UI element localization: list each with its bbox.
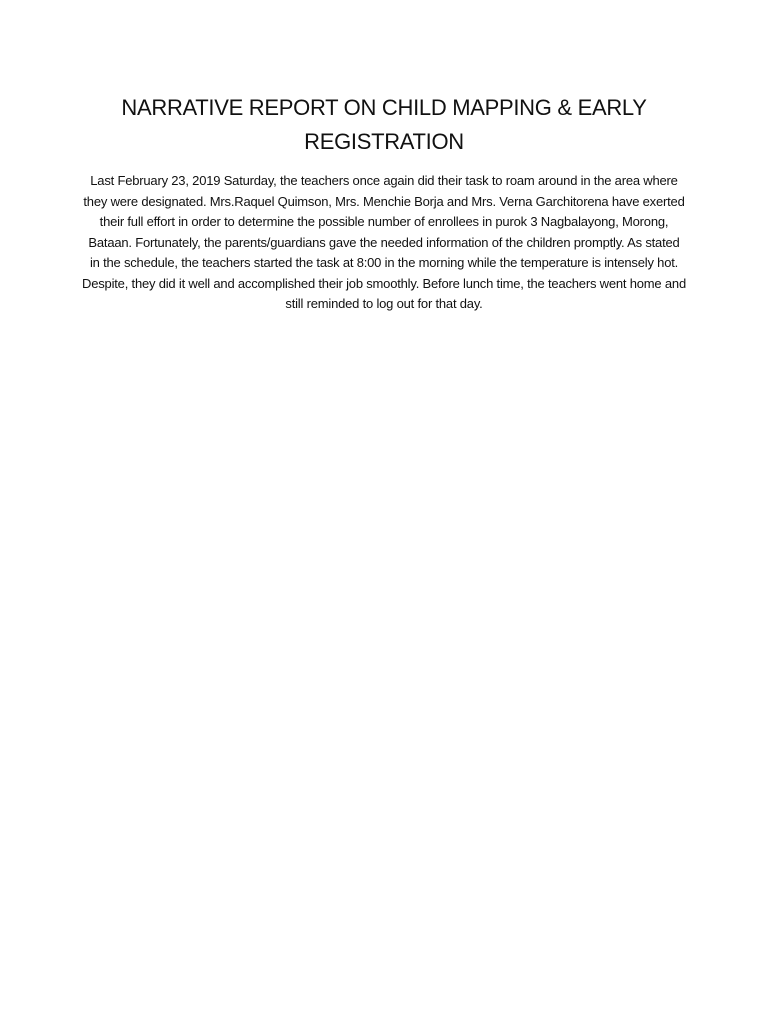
- page-title: NARRATIVE REPORT ON CHILD MAPPING & EARLY REGISTRATION: [121, 95, 647, 154]
- report-paragraph: Last February 23, 2019 Saturday, the teachers once again did their task to roam around in the area where they were designated. Mrs.Raquel Quimson, Mrs. Menchie Borja and Mrs. Verna Garchitorena have exerted their full effort in order to determine the possible number of enrollees in purok 3 Nagbalayong, Morong, Bataan. Fortunately, the parents/guardians gave the needed information of the children promptly. As stated in the schedule, the teachers started the task at 8:00 in the morning while the temperature is intensely hot. Despite, they did it well and accomplished their job smoothly. Before lunch time, the teachers went home and still reminded to log out for that day.: [82, 173, 686, 311]
